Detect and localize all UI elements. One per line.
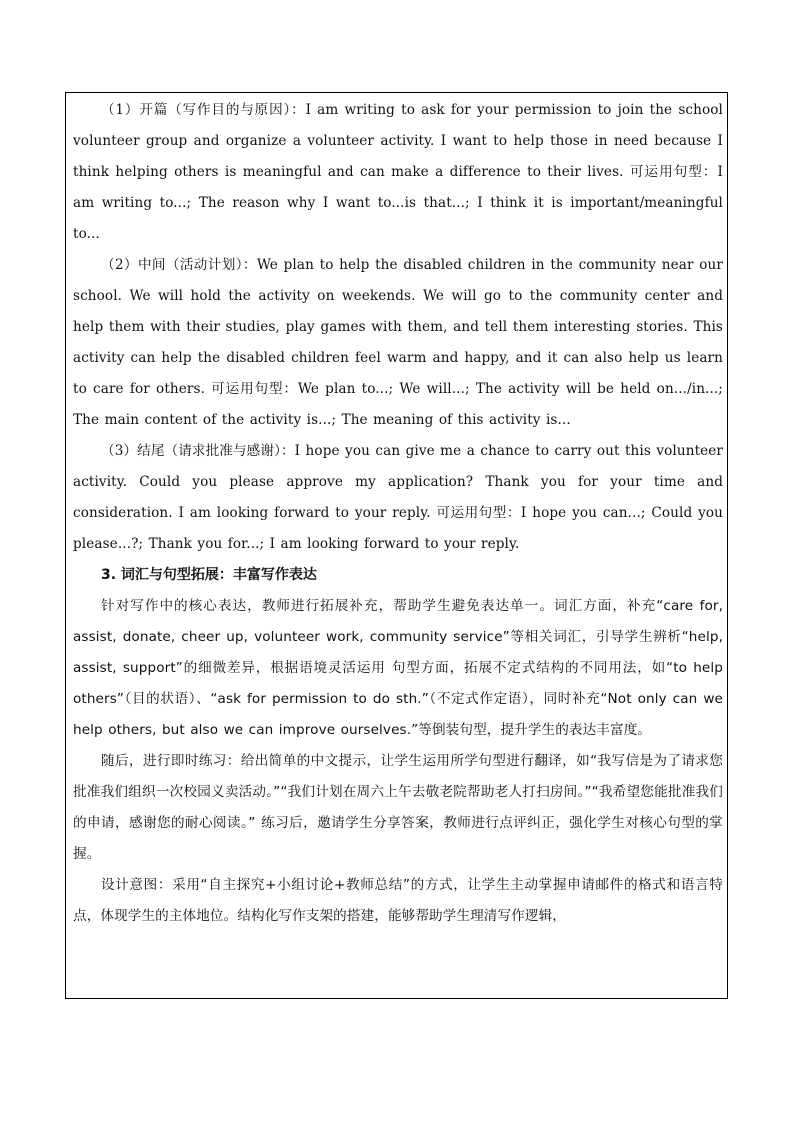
paragraph-ending: （3）结尾（请求批准与感谢）：I hope you can give me a chance to carry out this volunteer activity. Could you please approve my application? Thank you for your time and consideration. I am looking forward to your reply. 可运用句型：I hope you can...; Could you please...?; Thank you for...; I am looking forward to your reply. bbox=[73, 443, 724, 552]
paragraph-opening: （1）开篇（写作目的与原因）：I am writing to ask for your permission to join the school volunteer group and organize a volunteer activity. I want to help those in need because I think helping others is meaningful and can make a difference to their lives. 可运用句型：I am writing to...; The reason why I want to...is that...; I think it is important/meaningful to... bbox=[73, 102, 723, 242]
paragraph-vocab: 针对写作中的核心表达，教师进行拓展补充，帮助学生避免表达单一。词汇方面，补充“care for, assist, donate, cheer up, volunteer work, community service”等相关词汇，引导学生辨析“help, assist, support”的细微差异，根据语境灵活运用 句型方面，拓展不定式结构的不同用法，如“to help others”（目的状语）、“ask for permission to do sth.”（不定式作定语），同时补充“Not only can we help others, but also we can improve ourselves.”等倒装句型，提升学生的表达丰富度。 bbox=[73, 598, 723, 738]
paragraph-practice: 随后，进行即时练习：给出简单的中文提示，让学生运用所学句型进行翻译，如“我写信是为了请求您批准我们组织一次校园义卖活动。”“我们计划在周六上午去敬老院帮助老人打扫房间。”“我希望您能批准我们的申请，感谢您的耐心阅读。” 练习后，邀请学生分享答案，教师进行点评纠正，强化学生对核心句型的掌握。 bbox=[73, 753, 723, 862]
cell-content bbox=[73, 95, 723, 932]
paragraph-middle: （2）中间（活动计划）：We plan to help the disabled children in the community near our school. We will hold the activity on weekends. We will go to the community center and help them with their studies, play games with them, and tell them interesting stories. This activity can help the disabled children feel warm and happy, and it can also help us learn to care for others. 可运用句型：We plan to...; We will...; The activity will be held on.../in...; The main content of the activity is...; The meaning of this activity is... bbox=[73, 257, 723, 428]
table-cell bbox=[65, 92, 728, 999]
paragraph-design: 设计意图：采用“自主探究+小组讨论+教师总结”的方式，让学生主动掌握申请邮件的格式和语言特点，体现学生的主体地位。结构化写作支架的搭建，能够帮助学生理清写作逻辑， bbox=[73, 877, 723, 924]
section-heading: 3. 词汇与句型拓展：丰富写作表达 bbox=[101, 567, 317, 583]
